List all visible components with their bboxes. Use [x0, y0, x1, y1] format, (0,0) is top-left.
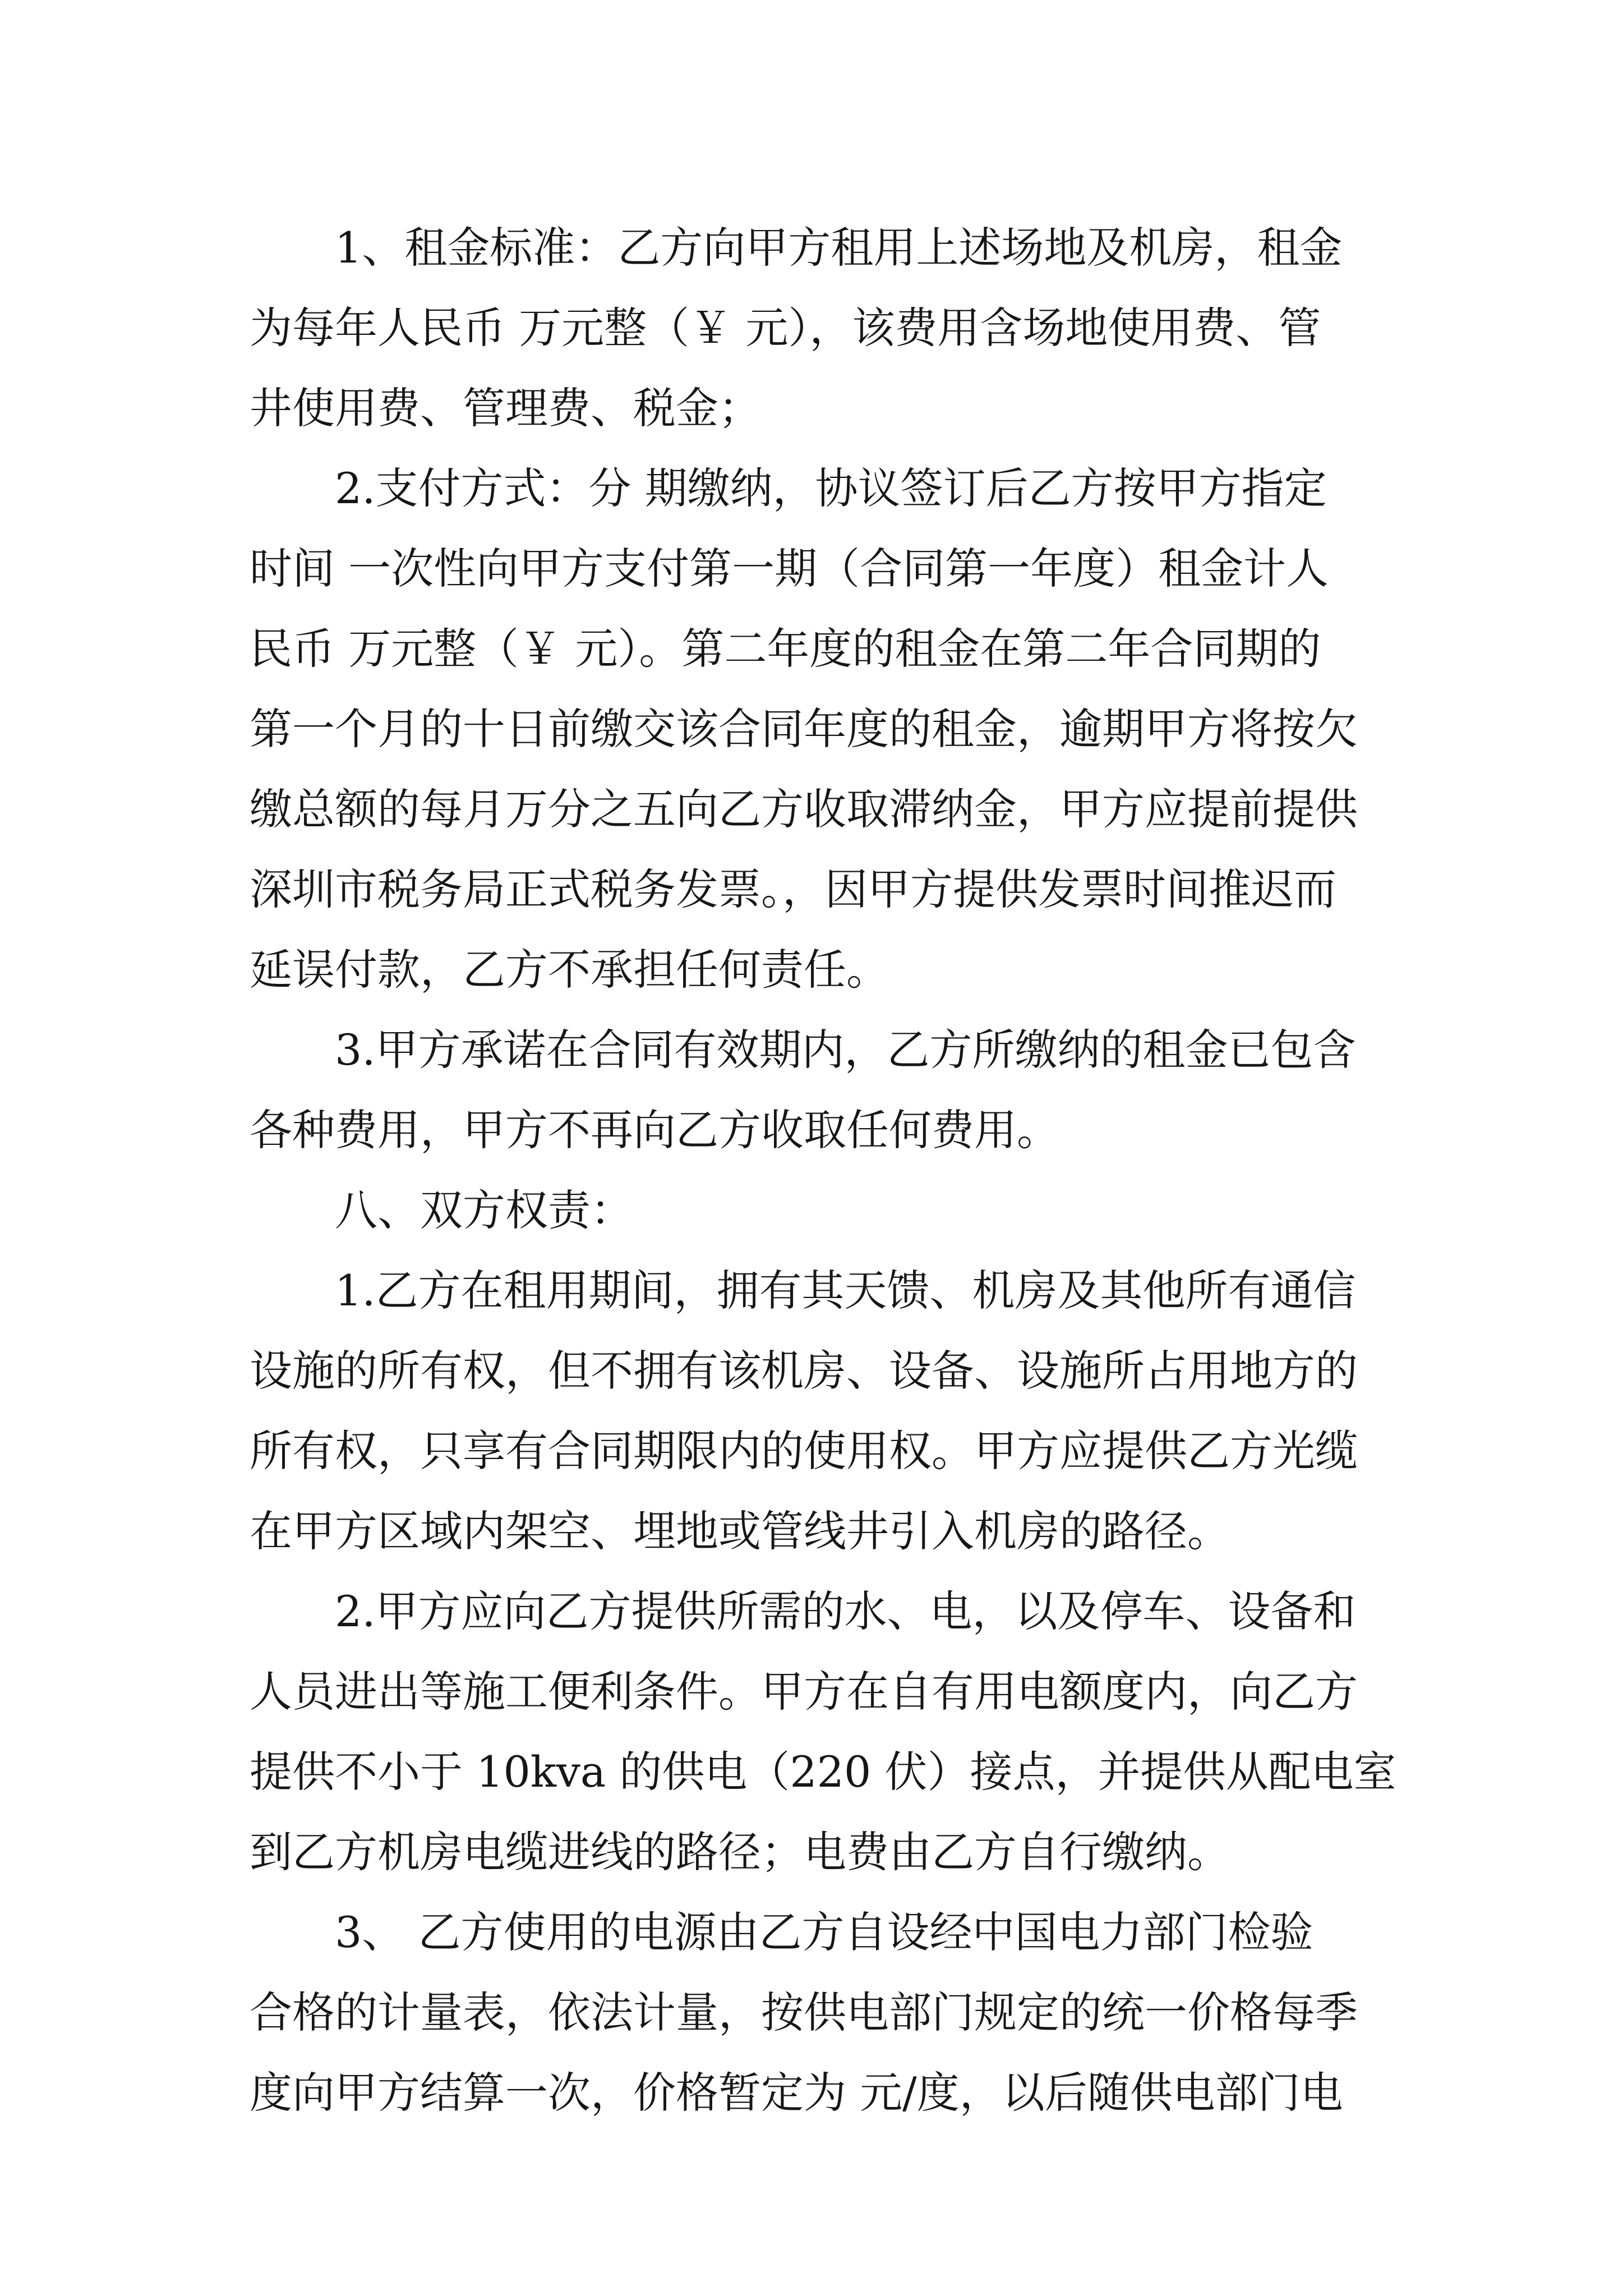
text-line: 延误付款，乙方不承担任何责任。: [250, 945, 889, 995]
paragraph-payment-method: [250, 448, 1382, 1010]
section-heading: 八、双方权责：: [335, 1185, 633, 1235]
text-line: 缴总额的每月万分之五向乙方收取滞纳金，甲方应提前提供: [250, 784, 1358, 834]
section-heading-rights-duties: [250, 1170, 1382, 1250]
text-line: 度向甲方结算一次，价格暂定为 元/度，以后随供电部门电: [250, 2068, 1343, 2118]
text-line: 第一个月的十日前缴交该合同年度的租金，逾期甲方将按欠: [250, 704, 1358, 754]
document-body: [250, 208, 1396, 2133]
text-line: 民币 万元整（￥ 元）。第二年度的租金在第二年合同期的: [250, 624, 1321, 674]
text-line: 设施的所有权，但不拥有该机房、设备、设施所占用地方的: [250, 1346, 1358, 1396]
text-line: 各种费用，甲方不再向乙方收取任何费用。: [250, 1105, 1059, 1155]
text-line: 提供不小于 10kva 的供电（220 伏）接点，并提供从配电室: [250, 1747, 1396, 1797]
text-line: 所有权，只享有合同期限内的使用权。甲方应提供乙方光缆: [250, 1426, 1358, 1476]
text-line: 时间 一次性向甲方支付第一期（合同第一年度）租金计人: [250, 544, 1329, 593]
text-line: 1、租金标准：乙方向甲方租用上述场地及机房，租金: [335, 223, 1343, 273]
paragraph-fee-commitment: [250, 1010, 1382, 1170]
text-line: 2.支付方式：分 期缴纳，协议签订后乙方按甲方指定: [335, 463, 1327, 513]
text-line: 3.甲方承诺在合同有效期内，乙方所缴纳的租金已包含: [335, 1025, 1356, 1075]
text-line: 井使用费、管理费、税金；: [250, 383, 761, 433]
text-line: 人员进出等施工便利条件。甲方在自有用电额度内，向乙方: [250, 1667, 1358, 1717]
text-line: 1.乙方在租用期间，拥有其天馈、机房及其他所有通信: [335, 1266, 1356, 1315]
text-line: 深圳市税务局正式税务发票。，因甲方提供发票时间推迟而: [250, 864, 1336, 914]
paragraph-ownership: [250, 1250, 1382, 1571]
text-line: 3、 乙方使用的电源由乙方自设经中国电力部门检验: [335, 1907, 1313, 1957]
text-line: 到乙方机房电缆进线的路径；电费由乙方自行缴纳。: [250, 1827, 1230, 1877]
paragraph-power-metering: [250, 1892, 1382, 2133]
paragraph-rent-standard: [250, 208, 1382, 448]
text-line: 在甲方区域内架空、埋地或管线井引入机房的路径。: [250, 1506, 1230, 1556]
paragraph-utilities: [250, 1571, 1396, 1892]
text-line: 为每年人民币 万元整（￥ 元），该费用含场地使用费、管: [250, 303, 1321, 353]
text-line: 合格的计量表，依法计量，按供电部门规定的统一价格每季: [250, 1987, 1358, 2037]
text-line: 2.甲方应向乙方提供所需的水、电，以及停车、设备和: [335, 1586, 1356, 1636]
